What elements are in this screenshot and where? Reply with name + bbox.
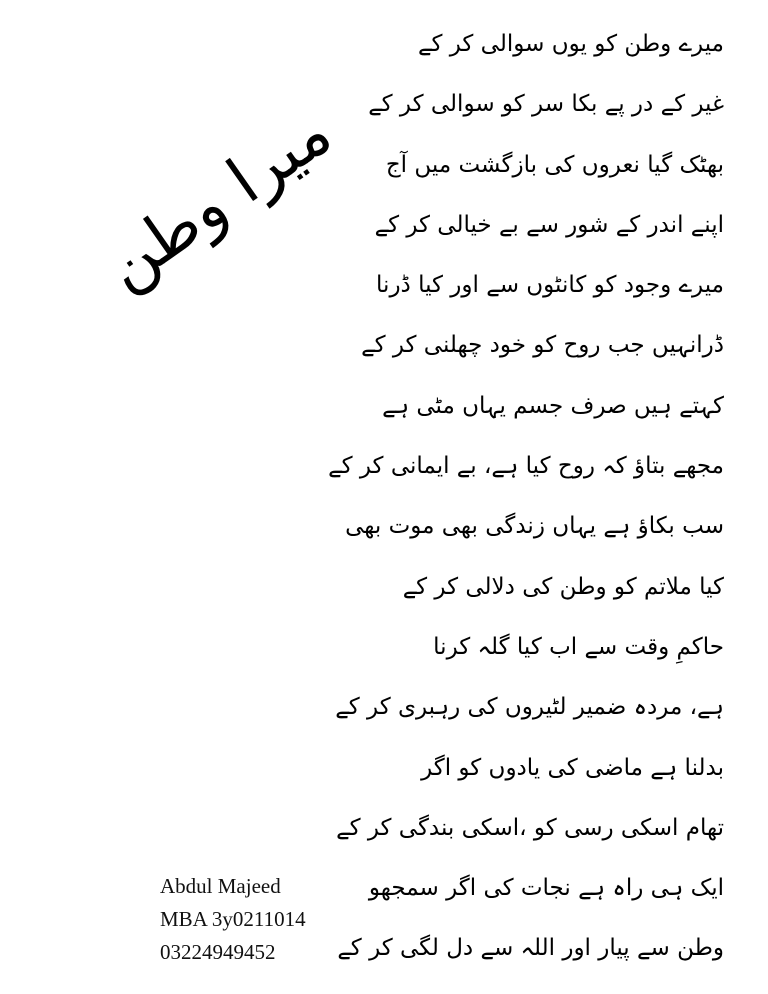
poem-line: حاکمِ وقت سے اب کیا گلہ کرنا	[433, 633, 724, 660]
poem-line: اپنے اندر کے شور سے بے خیالی کر کے	[374, 211, 724, 238]
poem-title: میرا وطن	[91, 95, 345, 305]
poem-line: کہتے ہیں صرف جسم یہاں مٹی ہے	[382, 392, 724, 419]
poem-line: تھام اسکی رسی کو ،اسکی بندگی کر کے	[336, 814, 724, 841]
poem-line: سب بکاؤ ہے یہاں زندگی بھی موت بھی	[345, 513, 724, 540]
poem-line: میرے وجود کو کانٹوں سے اور کیا ڈرنا	[376, 272, 724, 299]
author-name: Abdul Majeed	[160, 874, 281, 898]
poem-line: وطن سے پیار اور اللہ سے دل لگی کر کے	[337, 935, 724, 962]
poem-line: بھٹک گیا نعروں کی بازگشت میں آج	[385, 151, 724, 178]
author-program: MBA 3y0211014	[160, 907, 306, 931]
author-info	[160, 870, 360, 969]
poem-line: ہے، مردہ ضمیر لٹیروں کی رہبری کر کے	[335, 694, 724, 721]
poem-verses	[328, 14, 724, 979]
poem-line: ایک ہی راہ ہے نجات کی اگر سمجھو	[368, 875, 724, 902]
author-phone: 03224949452	[160, 940, 276, 964]
poem-line: غیر کے در پے بکا سر کو سوالی کر کے	[368, 91, 724, 118]
poem-line: مجھے بتاؤ کہ روح کیا ہے، بے ایمانی کر کے	[328, 453, 724, 480]
poem-line: میرے وطن کو یوں سوالی کر کے	[417, 31, 724, 57]
poem-line: ڈرانہیں جب روح کو خود چھلنی کر کے	[361, 332, 724, 359]
poem-line: بدلنا ہے ماضی کی یادوں کو اگر	[421, 754, 724, 781]
poem-line: کیا ملاتم کو وطن کی دلالی کر کے	[402, 573, 724, 600]
